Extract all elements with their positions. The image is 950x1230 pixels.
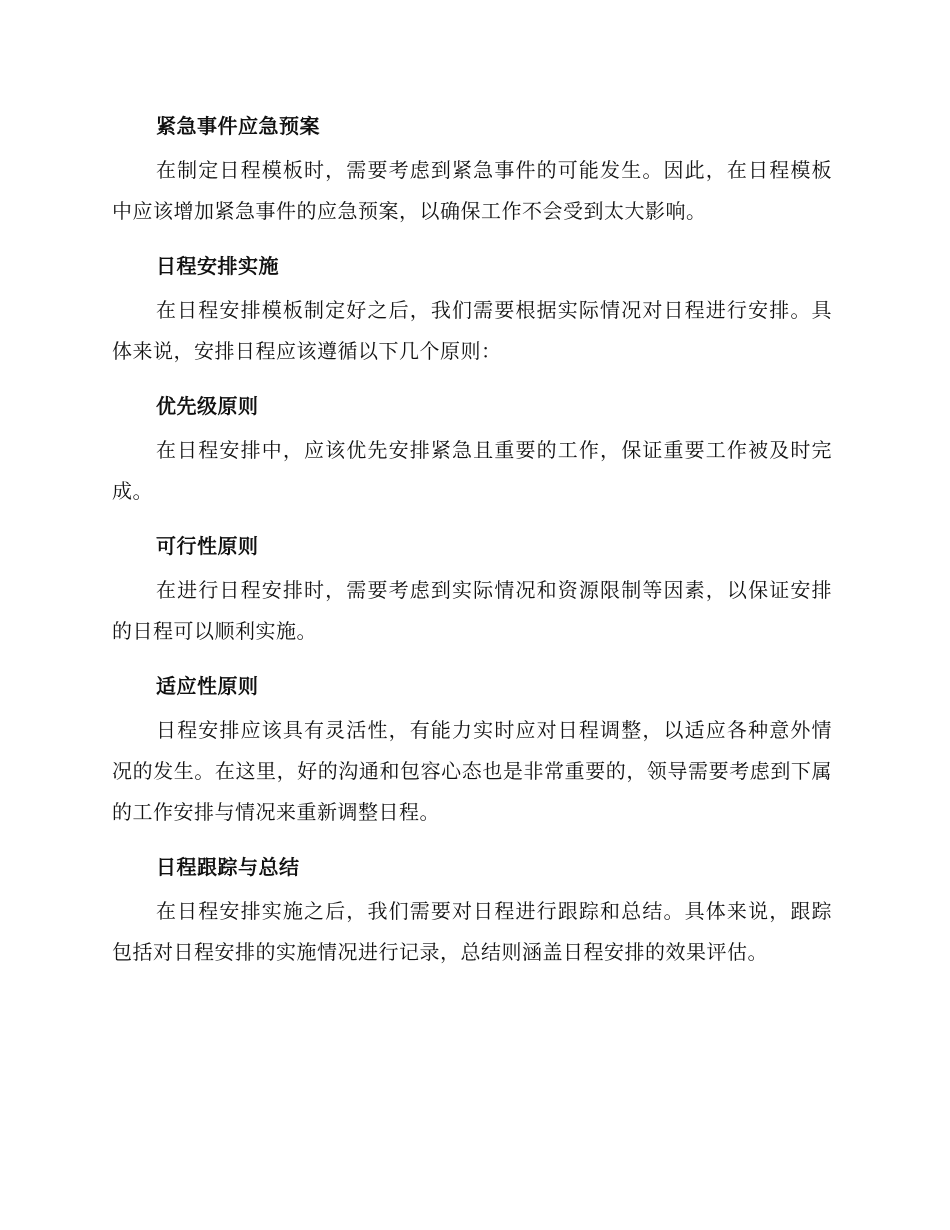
section-heading-tracking-summary: 日程跟踪与总结	[156, 855, 300, 879]
section-heading-feasibility-principle: 可行性原则	[156, 534, 259, 558]
section-body-schedule-implementation: 在日程安排模板制定好之后，我们需要根据实际情况对日程进行安排。具体来说，安排日程应该遵循以下几个原则：	[112, 298, 832, 363]
section-body-adaptability-principle: 日程安排应该具有灵活性，有能力实时应对日程调整，以适应各种意外情况的发生。在这里，好的沟通和包容心态也是非常重要的，领导需要考虑到下属的工作安排与情况来重新调整日程。	[112, 718, 832, 824]
section-body-tracking-summary: 在日程安排实施之后，我们需要对日程进行跟踪和总结。具体来说，跟踪包括对日程安排的实施情况进行记录，总结则涵盖日程安排的效果评估。	[112, 899, 832, 964]
section-body-priority-principle: 在日程安排中，应该优先安排紧急且重要的工作，保证重要工作被及时完成。	[112, 438, 832, 503]
section-body-feasibility-principle: 在进行日程安排时，需要考虑到实际情况和资源限制等因素，以保证安排的日程可以顺利实施。	[112, 578, 832, 643]
section-heading-adaptability-principle: 适应性原则	[156, 674, 259, 698]
document-page	[112, 104, 832, 985]
section-body-emergency-plan: 在制定日程模板时，需要考虑到紧急事件的可能发生。因此，在日程模板中应该增加紧急事件的应急预案，以确保工作不会受到太大影响。	[112, 158, 832, 223]
section-heading-emergency-plan: 紧急事件应急预案	[156, 114, 320, 138]
section-heading-priority-principle: 优先级原则	[156, 394, 259, 418]
section-heading-schedule-implementation: 日程安排实施	[156, 254, 279, 278]
